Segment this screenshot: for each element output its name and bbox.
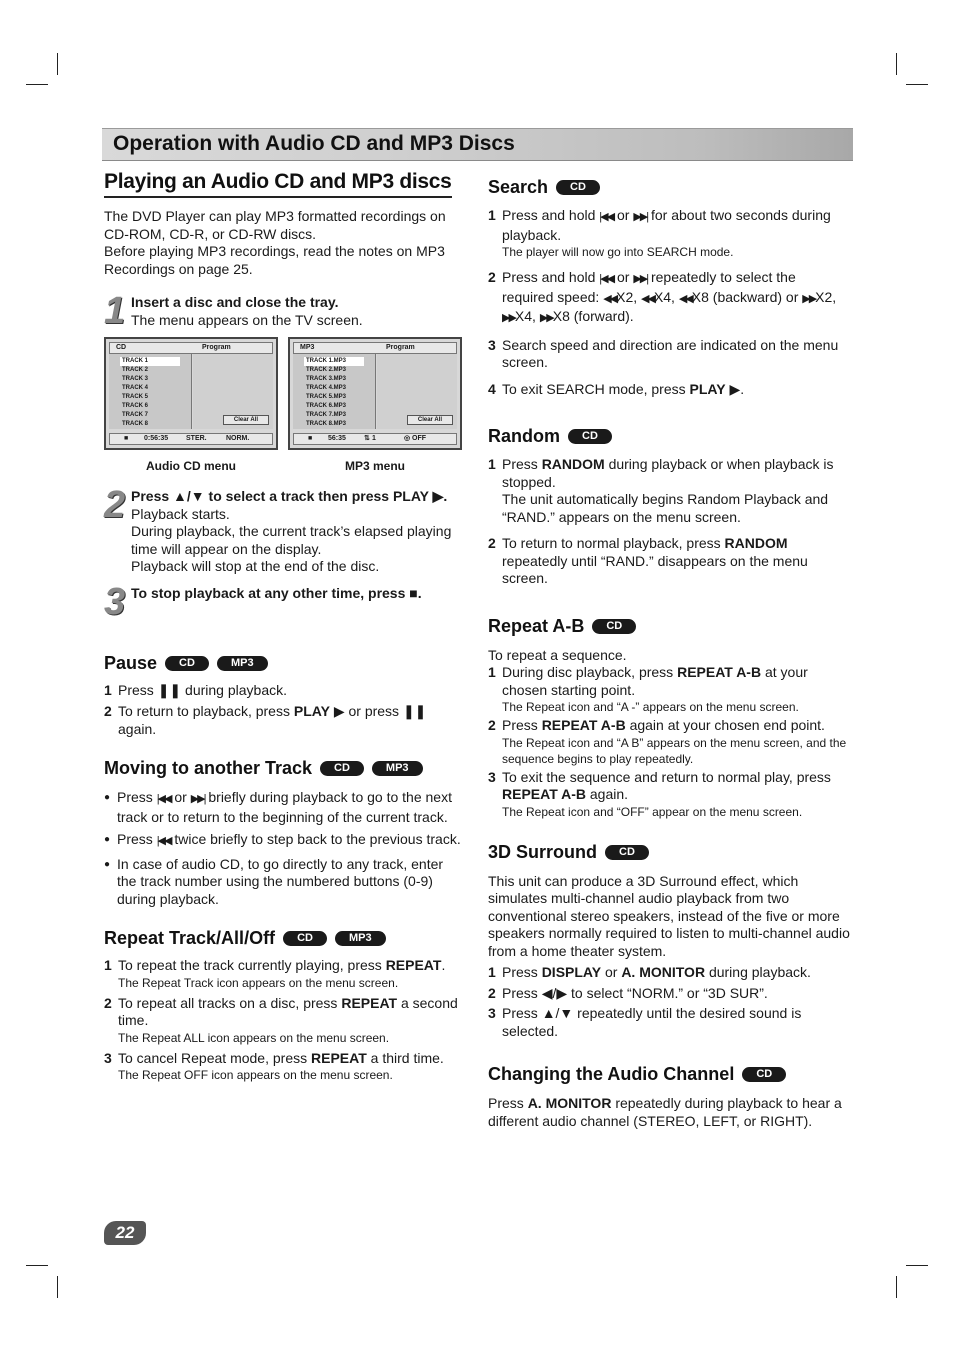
step-3 xyxy=(104,580,466,623)
repeat-ab-heading xyxy=(488,616,850,637)
audio-channel-text: Press A. MONITOR repeatedly during playback to hear a different audio channel (STEREO, LEFT, or RIGHT). xyxy=(488,1095,842,1129)
surround-heading xyxy=(488,842,850,863)
list-item: 2 Press ◀/▶ to select “NORM.” or “3D SUR”. xyxy=(488,984,768,1001)
stereo-mode: STER. xyxy=(186,435,207,442)
crop-mark xyxy=(57,1276,58,1298)
step-2 xyxy=(104,484,466,576)
track-item[interactable]: TRACK 5.MP3 xyxy=(306,394,347,400)
up-down-icon: ▲/▼ xyxy=(541,1005,574,1021)
left-right-icon: ◀/▶ xyxy=(541,984,568,1001)
list-item: 2 To return to normal playback, press RANDOM repeatedly until “RAND.” disappears on the menu screen. xyxy=(488,535,808,586)
crop-mark xyxy=(896,53,897,75)
cd-badge: CD xyxy=(283,931,327,946)
skip-forward-icon: ▶▶| xyxy=(190,793,205,805)
track-item[interactable]: TRACK 4.MP3 xyxy=(306,385,347,391)
program-list xyxy=(377,354,457,429)
step-text: During playback, the current track’s elapsed playing time will appear on the display. xyxy=(131,523,452,557)
right-column xyxy=(488,177,850,1130)
rewind-icon: ◀◀ xyxy=(603,292,617,305)
step-number: 1 xyxy=(104,290,126,332)
skip-back-icon: |◀◀ xyxy=(599,273,614,285)
audio-channel-heading xyxy=(488,1064,850,1085)
section-title: Playing an Audio CD and MP3 discs xyxy=(104,170,452,198)
random-steps xyxy=(488,456,850,588)
cd-badge: CD xyxy=(165,656,209,671)
menu-screens xyxy=(104,337,466,450)
track-item[interactable]: TRACK 8 xyxy=(122,421,149,427)
list-item: ● Press |◀◀ or ▶▶| briefly during playback to go to the next track or to return to the beginning of the current track. xyxy=(104,789,452,825)
step-heading: Insert a disc and close the tray. xyxy=(131,294,339,310)
cd-badge: CD xyxy=(592,619,636,634)
random-heading xyxy=(488,426,850,447)
list-item: 1 During disc playback, press REPEAT A-B at your chosen starting point. The Repeat icon and “A -” appears on the menu screen. xyxy=(488,664,808,714)
page-title: Operation with Audio CD and MP3 Discs xyxy=(113,132,515,155)
track-item[interactable]: TRACK 4 xyxy=(122,385,149,391)
list-item: 2 To repeat all tracks on a disc, press REPEAT a second time. The Repeat ALL icon appears on the menu screen. xyxy=(104,994,458,1045)
list-item: ● In case of audio CD, to go directly to any track, enter the track number using the numbered buttons (0-9) during playback. xyxy=(104,855,444,907)
track-item[interactable]: TRACK 8.MP3 xyxy=(306,421,347,427)
heading-text: Repeat Track/All/Off xyxy=(104,928,276,948)
track-item[interactable]: TRACK 2.MP3 xyxy=(306,367,347,373)
mp3-badge: MP3 xyxy=(217,656,268,671)
repeat-ab-intro: To repeat a sequence. xyxy=(488,646,627,663)
list-item: 3 To exit the sequence and return to normal play, press REPEAT A-B again. The Repeat icon and “OFF” appear on the menu screen. xyxy=(488,768,831,819)
pause-heading xyxy=(104,653,466,674)
sound-mode: NORM. xyxy=(226,435,250,442)
heading-text: Repeat A-B xyxy=(488,615,585,636)
list-item: 1 Press ❚❚ during playback. xyxy=(104,681,287,698)
crop-mark xyxy=(57,53,58,75)
repeat-value: 1 xyxy=(372,435,376,442)
heading-text: Changing the Audio Channel xyxy=(488,1064,735,1084)
step-number: 2 xyxy=(104,484,126,526)
track-item[interactable]: TRACK 2 xyxy=(122,367,149,373)
program-list xyxy=(193,354,273,429)
crop-mark xyxy=(906,1265,928,1266)
pause-icon: ❚❚ xyxy=(402,703,427,719)
menu-header-right: Program xyxy=(386,344,415,351)
elapsed-time: 56:35 xyxy=(328,435,346,442)
track-item[interactable]: TRACK 7 xyxy=(122,412,149,418)
repeat-heading xyxy=(104,928,466,949)
list-item: 1 To repeat the track currently playing, press REPEAT. The Repeat Track icon appears on the menu screen. xyxy=(104,957,446,990)
track-list xyxy=(293,354,376,429)
track-item[interactable]: TRACK 1 xyxy=(109,357,191,366)
skip-forward-icon: ▶▶| xyxy=(633,211,648,223)
pause-icon: ❚❚ xyxy=(157,681,182,698)
track-item[interactable]: TRACK 1.MP3 xyxy=(293,357,375,366)
pause-steps xyxy=(104,682,466,739)
sound-mode: OFF xyxy=(412,435,426,442)
surround-intro: This unit can produce a 3D Surround effect, which simulates multi-channel audio playback from two conventional stereo speakers, instead of the five or more speakers normally required to listen to multi-channel audio from a home theater system. xyxy=(488,872,850,959)
step-text: Playback will stop at the end of the disc. xyxy=(131,558,380,574)
rewind-icon: ◀◀ xyxy=(641,292,654,305)
fast-forward-icon: ▶▶ xyxy=(802,292,816,305)
track-item[interactable]: TRACK 6.MP3 xyxy=(306,403,347,409)
track-item[interactable]: TRACK 3.MP3 xyxy=(306,376,347,382)
list-item: 3 Press ▲/▼ repeatedly until the desired sound is selected. xyxy=(488,1005,802,1039)
step-text: The menu appears on the TV screen. xyxy=(131,311,363,328)
list-item: 2 Press and hold |◀◀ or ▶▶| repeatedly to select the required speed: ◀◀X2, ◀◀X4, ◀◀X8 (backward) or ▶▶X2, ▶▶X4, ▶▶X8 (forward). xyxy=(488,269,850,328)
play-icon: ▶ xyxy=(725,380,741,397)
stop-icon: ■ xyxy=(124,435,129,442)
heading-text: 3D Surround xyxy=(488,841,598,862)
page-number: 22 xyxy=(104,1221,146,1245)
clear-all-button[interactable]: Clear All xyxy=(223,415,269,425)
mp3-menu-screen xyxy=(288,337,462,450)
elapsed-time: 0:56:35 xyxy=(144,435,169,442)
list-item: 3 To cancel Repeat mode, press REPEAT a third time. The Repeat OFF icon appears on the menu screen. xyxy=(104,1049,444,1082)
menu-header-right: Program xyxy=(202,344,231,351)
step-number: 3 xyxy=(104,580,126,623)
intro-text: The DVD Player can play MP3 formatted recordings on CD-ROM, CD-R, or CD-RW discs. xyxy=(104,208,446,242)
cd-badge: CD xyxy=(742,1067,786,1082)
moving-heading xyxy=(104,758,466,779)
crop-mark xyxy=(26,1265,48,1266)
mp3-badge: MP3 xyxy=(372,761,423,776)
track-item[interactable]: TRACK 3 xyxy=(122,376,149,382)
left-column xyxy=(104,170,466,1083)
fast-forward-icon: ▶▶ xyxy=(539,312,553,324)
surround-icon: ◎ xyxy=(404,435,411,442)
caption-audio-cd: Audio CD menu xyxy=(146,459,236,473)
list-item: 2 Press REPEAT A-B again at your chosen end point. The Repeat icon and “A B” appears on the menu screen, and the sequence begins to play repeatedly. xyxy=(488,717,847,766)
list-item: 1 Press DISPLAY or A. MONITOR during playback. xyxy=(488,964,811,980)
list-item: 4 To exit SEARCH mode, press PLAY ▶. xyxy=(488,380,745,397)
cd-badge: CD xyxy=(556,180,600,195)
heading-text: Search xyxy=(488,177,549,197)
mp3-badge: MP3 xyxy=(335,931,386,946)
moving-bullets xyxy=(104,789,466,908)
track-item[interactable]: TRACK 6 xyxy=(122,403,149,409)
crop-mark xyxy=(26,84,48,85)
heading-text: Moving to another Track xyxy=(104,758,313,778)
list-item: 2 To return to playback, press PLAY ▶ or press ❚❚ again. xyxy=(104,703,427,737)
search-steps xyxy=(488,207,850,398)
skip-back-icon: |◀◀ xyxy=(599,211,614,223)
repeat-steps xyxy=(104,957,466,1083)
section-banner xyxy=(102,128,853,161)
track-item[interactable]: TRACK 5 xyxy=(122,394,149,400)
intro-text-2: Before playing MP3 recordings, read the notes on MP3 Recordings on page 25. xyxy=(104,243,445,277)
clear-all-button[interactable]: Clear All xyxy=(407,415,453,425)
cd-badge: CD xyxy=(605,845,649,860)
cd-badge: CD xyxy=(568,429,612,444)
repeat-icon: ⇅ xyxy=(364,435,370,442)
list-item: 1 Press RANDOM during playback or when playback is stopped. The unit automatically begins Random Playback and “RAND.” appears on the menu screen. xyxy=(488,456,834,525)
skip-forward-icon: ▶▶| xyxy=(633,273,648,285)
rewind-icon: ◀◀ xyxy=(678,292,692,305)
heading-text: Random xyxy=(488,426,560,446)
search-heading xyxy=(488,177,850,198)
list-item: ● Press |◀◀ twice briefly to step back to the previous track. xyxy=(104,831,466,851)
skip-back-icon: |◀◀ xyxy=(156,835,171,847)
cd-badge: CD xyxy=(320,761,364,776)
surround-steps xyxy=(488,964,850,1040)
stop-icon: ■ xyxy=(308,435,313,442)
menu-header-left: CD xyxy=(116,344,127,351)
repeat-ab-steps xyxy=(488,664,850,820)
step-text: Playback starts. xyxy=(131,505,230,522)
play-icon: ▶ xyxy=(329,703,345,719)
step-heading: To stop playback at any other time, press ■. xyxy=(131,584,422,601)
fast-forward-icon: ▶▶ xyxy=(502,312,515,324)
track-list xyxy=(109,354,192,429)
heading-text: Pause xyxy=(104,652,158,673)
list-item: 1 Press and hold |◀◀ or ▶▶| for about two seconds during playback. The player will now go into SEARCH mode. xyxy=(488,207,831,259)
caption-mp3: MP3 menu xyxy=(344,459,405,473)
step-1 xyxy=(104,290,466,332)
list-item: 3 Search speed and direction are indicated on the menu screen. xyxy=(488,336,839,370)
menu-header-left: MP3 xyxy=(300,344,315,351)
crop-mark xyxy=(896,1276,897,1298)
audio-cd-menu-screen xyxy=(104,337,278,450)
step-heading: Press ▲/▼ to select a track then press PLAY ▶. xyxy=(131,488,448,504)
track-item[interactable]: TRACK 7.MP3 xyxy=(306,412,347,418)
skip-back-icon: |◀◀ xyxy=(156,793,171,805)
crop-mark xyxy=(906,84,928,85)
